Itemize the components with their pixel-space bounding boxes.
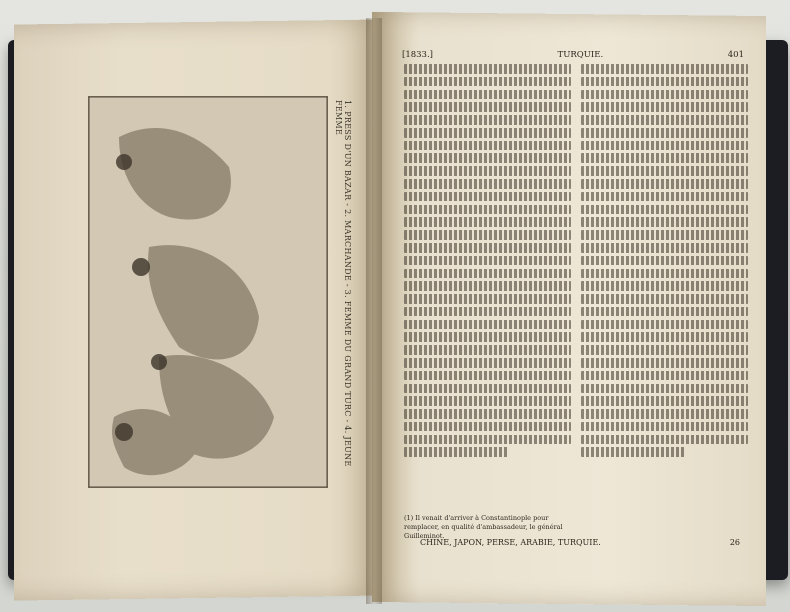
text-line bbox=[581, 128, 748, 138]
text-line bbox=[581, 384, 748, 394]
text-line bbox=[581, 447, 685, 457]
running-header bbox=[402, 50, 744, 64]
header-year: [1833.] bbox=[402, 50, 433, 60]
text-line bbox=[581, 345, 748, 355]
text-line bbox=[404, 281, 571, 291]
text-line bbox=[404, 179, 571, 189]
text-line bbox=[581, 141, 748, 151]
text-column-left bbox=[404, 64, 571, 494]
text-line bbox=[581, 371, 748, 381]
text-line bbox=[404, 384, 571, 394]
text-line bbox=[581, 422, 748, 432]
text-line bbox=[581, 396, 748, 406]
text-line bbox=[581, 281, 748, 291]
text-line bbox=[581, 307, 748, 317]
text-line bbox=[404, 345, 571, 355]
text-line bbox=[404, 192, 571, 202]
text-line bbox=[581, 358, 748, 368]
text-line bbox=[404, 256, 571, 266]
text-line bbox=[581, 230, 748, 240]
footer-series-title: CHINE, JAPON, PERSE, ARABIE, TURQUIE. bbox=[420, 538, 601, 547]
text-line bbox=[404, 217, 571, 227]
text-line bbox=[581, 320, 748, 330]
text-line bbox=[581, 243, 748, 253]
text-line bbox=[581, 115, 748, 125]
text-line bbox=[404, 166, 571, 176]
text-line bbox=[581, 256, 748, 266]
engraving-plate bbox=[88, 96, 328, 488]
text-line bbox=[404, 64, 571, 74]
text-line bbox=[581, 435, 748, 445]
text-line bbox=[581, 90, 748, 100]
engraving-figures bbox=[89, 97, 327, 487]
text-line bbox=[404, 396, 571, 406]
footer-signature: 26 bbox=[729, 538, 740, 547]
text-line bbox=[404, 128, 571, 138]
text-line bbox=[581, 77, 748, 87]
text-line bbox=[581, 269, 748, 279]
header-page-number: 401 bbox=[727, 50, 744, 60]
text-line bbox=[581, 205, 748, 215]
text-line bbox=[581, 64, 748, 74]
text-line bbox=[404, 269, 571, 279]
body-text-columns bbox=[404, 64, 748, 494]
text-line bbox=[581, 409, 748, 419]
text-line bbox=[581, 217, 748, 227]
text-column-right bbox=[581, 64, 748, 494]
text-line bbox=[581, 153, 748, 163]
text-line bbox=[404, 205, 571, 215]
text-line bbox=[404, 409, 571, 419]
text-line bbox=[581, 332, 748, 342]
text-line bbox=[404, 141, 571, 151]
text-line bbox=[404, 77, 571, 87]
text-line bbox=[404, 294, 571, 304]
text-line bbox=[404, 243, 571, 253]
text-line bbox=[404, 332, 571, 342]
text-line bbox=[404, 320, 571, 330]
text-line bbox=[404, 358, 571, 368]
text-line bbox=[404, 230, 571, 240]
text-line bbox=[404, 115, 571, 125]
text-line bbox=[404, 435, 571, 445]
text-line bbox=[581, 192, 748, 202]
text-line bbox=[404, 422, 571, 432]
page-footer bbox=[420, 538, 740, 550]
text-line bbox=[404, 153, 571, 163]
book-gutter bbox=[366, 18, 382, 604]
text-line bbox=[404, 90, 571, 100]
text-line bbox=[581, 294, 748, 304]
text-line bbox=[581, 179, 748, 189]
text-line bbox=[404, 102, 571, 112]
text-line bbox=[404, 307, 571, 317]
text-line bbox=[404, 447, 508, 457]
text-line bbox=[581, 102, 748, 112]
header-title: TURQUIE. bbox=[557, 50, 604, 60]
text-line bbox=[581, 166, 748, 176]
footnote: (1) Il venait d'arriver à Constantinople pour remplacer, en qualité d'ambassadeur, le général Guilleminot. bbox=[404, 514, 563, 540]
text-line bbox=[404, 371, 571, 381]
plate-caption: 1. PRESS D'UN BAZAR - 2. MARCHANDE - 3. FEMME DU GRAND TURC - 4. JEUNE FEMME bbox=[334, 100, 352, 467]
